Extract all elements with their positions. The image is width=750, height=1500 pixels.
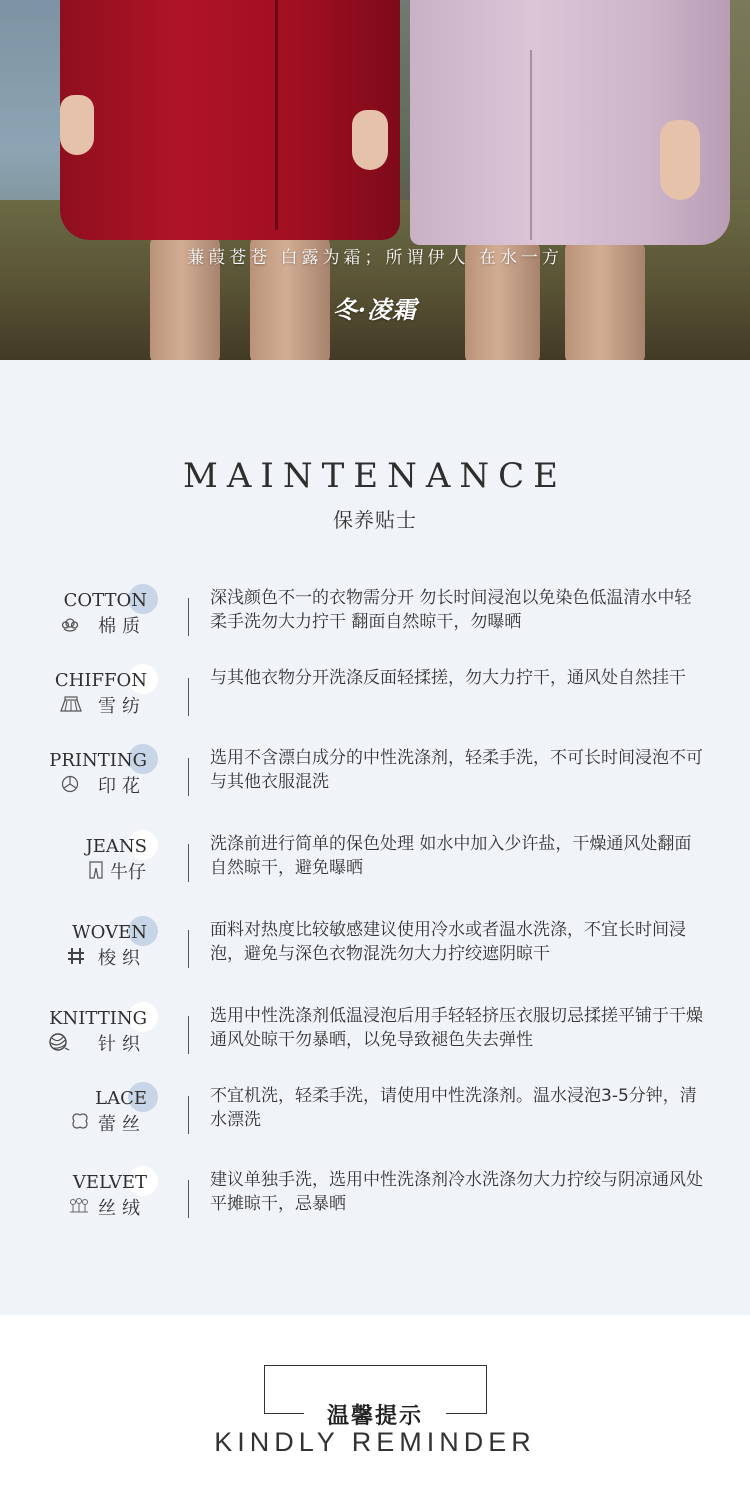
care-description: 选用不含漂白成分的中性洗涤剂，轻柔手洗，不可长时间浸泡不可与其他衣服混洗	[210, 748, 703, 792]
fabric-name-en: CHIFFON	[54, 670, 147, 691]
fabric-name-zh: 印花	[98, 776, 146, 797]
yarn-ball-icon	[48, 1032, 68, 1052]
maintenance-section	[0, 360, 750, 1315]
fabric-name-zh: 针织	[98, 1034, 146, 1055]
fabric-name-en: JEANS	[85, 836, 147, 857]
care-item-cotton	[0, 584, 750, 654]
lace-icon	[70, 1112, 90, 1132]
fabric-name-en: VELVET	[72, 1172, 147, 1193]
care-description: 不宜机洗，轻柔手洗，请使用中性洗涤剂。温水浸泡3-5分钟，清水漂洗	[210, 1086, 697, 1130]
care-item-lace	[0, 1082, 750, 1152]
fabric-name-zh: 雪纺	[98, 696, 146, 717]
fabric-name-en: LACE	[95, 1088, 147, 1109]
fabric-name-zh: 梭织	[98, 948, 146, 969]
chiffon-skirt-icon	[60, 694, 80, 714]
care-description: 深浅颜色不一的衣物需分开 勿长时间浸泡以免染色低温清水中轻柔手洗勿大力拧干 翻面自然晾干，勿曝晒	[210, 588, 692, 632]
red-coat	[60, 0, 400, 240]
divider	[188, 1096, 189, 1134]
care-item-chiffon	[0, 664, 750, 734]
hero-slogan: 蒹葭苍苍 白露为霜；所谓伊人 在水一方	[187, 248, 563, 268]
care-item-woven	[0, 916, 750, 986]
divider	[188, 930, 189, 968]
care-item-knitting	[0, 1002, 750, 1072]
divider	[188, 758, 189, 796]
reminder-title-zh: 温馨提示	[326, 1404, 423, 1429]
care-description: 洗涤前进行简单的保色处理 如水中加入少许盐，干燥通风处翻面自然晾干，避免曝晒	[210, 834, 692, 878]
fabric-name-zh: 丝绒	[98, 1198, 146, 1219]
fabric-name-en: COTTON	[63, 590, 147, 611]
care-description: 建议单独手洗，选用中性洗涤剂冷水洗涤勿大力拧绞与阴凉通风处平摊晾干，忌暴晒	[210, 1170, 703, 1214]
velvet-icon	[68, 1196, 88, 1216]
brand-logo: 冬·凌霜	[332, 295, 418, 324]
hero-banner-photo	[0, 0, 750, 360]
divider	[188, 598, 189, 636]
care-description: 与其他衣物分开洗涤反面轻揉搓，勿大力拧干，通风处自然挂干	[210, 668, 686, 688]
printing-flower-icon	[60, 774, 80, 794]
divider	[188, 1016, 189, 1054]
fabric-name-zh: 棉质	[98, 616, 146, 637]
fabric-name-en: WOVEN	[72, 922, 147, 943]
fabric-name-zh: 蕾丝	[98, 1114, 146, 1135]
care-description: 面料对热度比较敏感建议使用冷水或者温水洗涤，不宜长时间浸泡，避免与深色衣物混洗勿大力拧绞遮阴晾干	[210, 920, 686, 964]
fabric-name-zh: 牛仔	[110, 862, 146, 883]
divider	[188, 1180, 189, 1218]
model-hand	[352, 110, 388, 170]
divider	[188, 844, 189, 882]
care-item-printing	[0, 744, 750, 814]
reminder-title-en: KINDLY REMINDER	[214, 1427, 536, 1457]
care-description: 选用中性洗涤剂低温浸泡后用手轻轻挤压衣服切忌揉搓平铺于干燥通风处晾干勿暴晒，以免导致褪色失去弹性	[210, 1006, 703, 1050]
model-hand	[660, 120, 700, 200]
kindly-reminder-section	[0, 1315, 750, 1500]
care-item-jeans	[0, 830, 750, 900]
cotton-icon	[60, 614, 80, 634]
jeans-icon	[86, 860, 106, 880]
maintenance-title: MAINTENANCE	[183, 456, 567, 496]
maintenance-subtitle: 保养贴士	[333, 508, 417, 532]
fabric-name-en: KNITTING	[49, 1008, 147, 1029]
model-hand	[60, 95, 94, 155]
woven-grid-icon	[66, 946, 86, 966]
divider	[188, 678, 189, 716]
care-item-velvet	[0, 1166, 750, 1236]
fabric-name-en: PRINTING	[49, 750, 147, 771]
